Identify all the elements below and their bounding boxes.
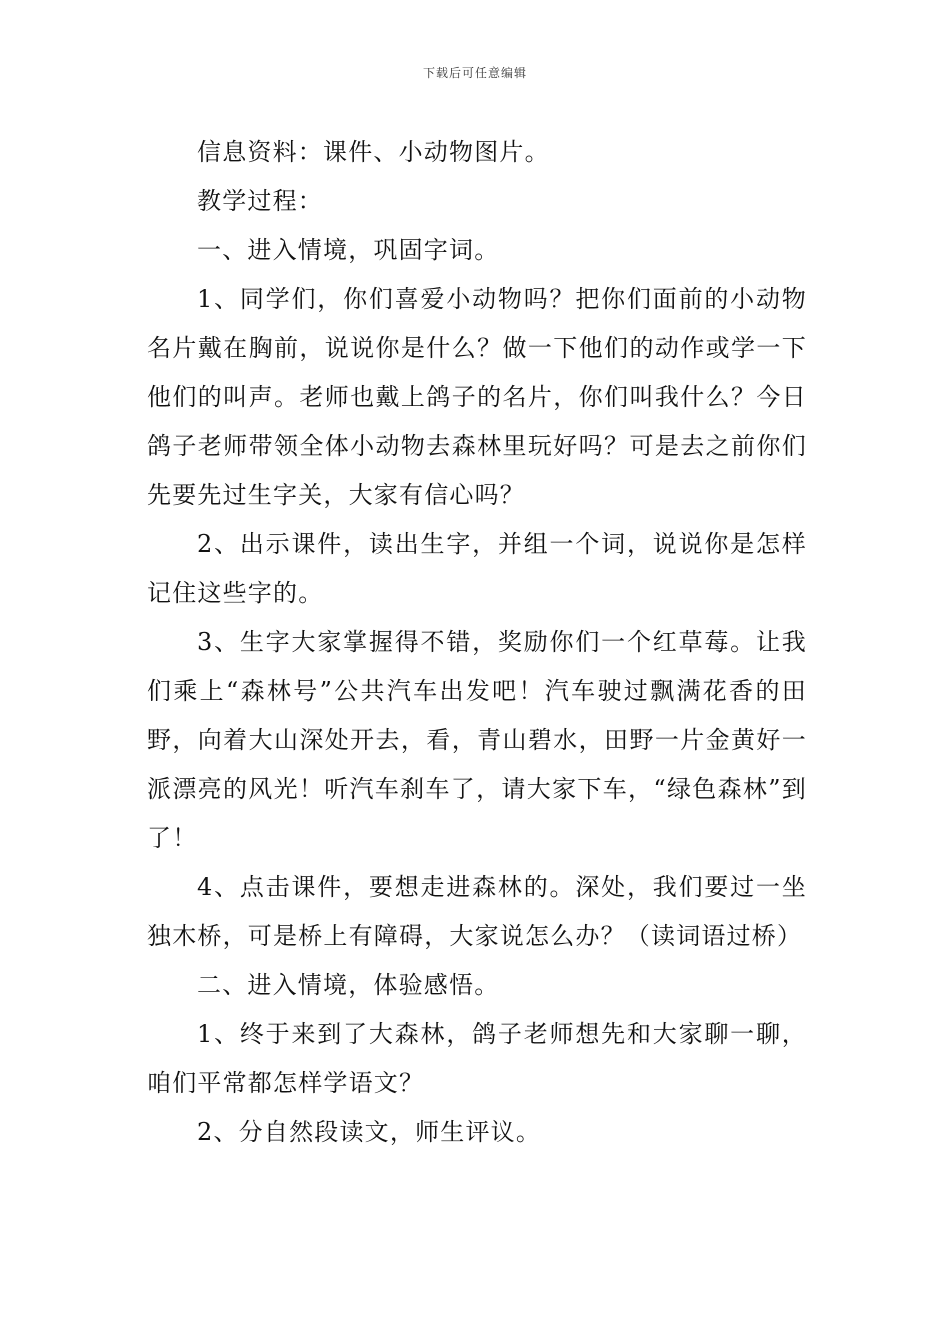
paragraph-step-1: 1、同学们，你们喜爱小动物吗？把你们面前的小动物名片戴在胸前，说说你是什么？做一下他们的动作或学一下他们的叫声。老师也戴上鸽子的名片，你们叫我什么？今日鸽子老师带领全体小动物去森林里玩好吗？可是去之前你们先要先过生字关，大家有信心吗？ [147,285,807,509]
section-heading-2: 二、进入情境，体验感悟。 [197,971,500,999]
paragraph-materials: 信息资料：课件、小动物图片。 [197,138,550,166]
paragraph-step-4: 4、点击课件，要想走进森林的。深处，我们要过一坐独木桥，可是桥上有障碍，大家说怎么办？（读词语过桥） [147,873,807,950]
paragraph-section2-step-1: 1、终于来到了大森林，鸽子老师想先和大家聊一聊，咱们平常都怎样学语文？ [147,1020,807,1097]
paragraph-section2-step-2: 2、分自然段读文，师生评议。 [197,1118,542,1146]
paragraph-process-heading: 教学过程： [197,187,323,215]
paragraph-step-3: 3、生字大家掌握得不错，奖励你们一个红草莓。让我们乘上“森林号”公共汽车出发吧！汽车驶过飘满花香的田野，向着大山深处开去，看，青山碧水，田野一片金黄好一派漂亮的风光！听汽车刹车了，请大家下车，“绿色森林”到了！ [147,628,807,852]
paragraph-step-2: 2、出示课件，读出生字，并组一个词，说说你是怎样记住这些字的。 [147,530,807,607]
document-body [147,128,807,1157]
section-heading-1: 一、进入情境，巩固字词。 [197,236,500,264]
page-header: 下载后可任意编辑 [422,66,527,80]
